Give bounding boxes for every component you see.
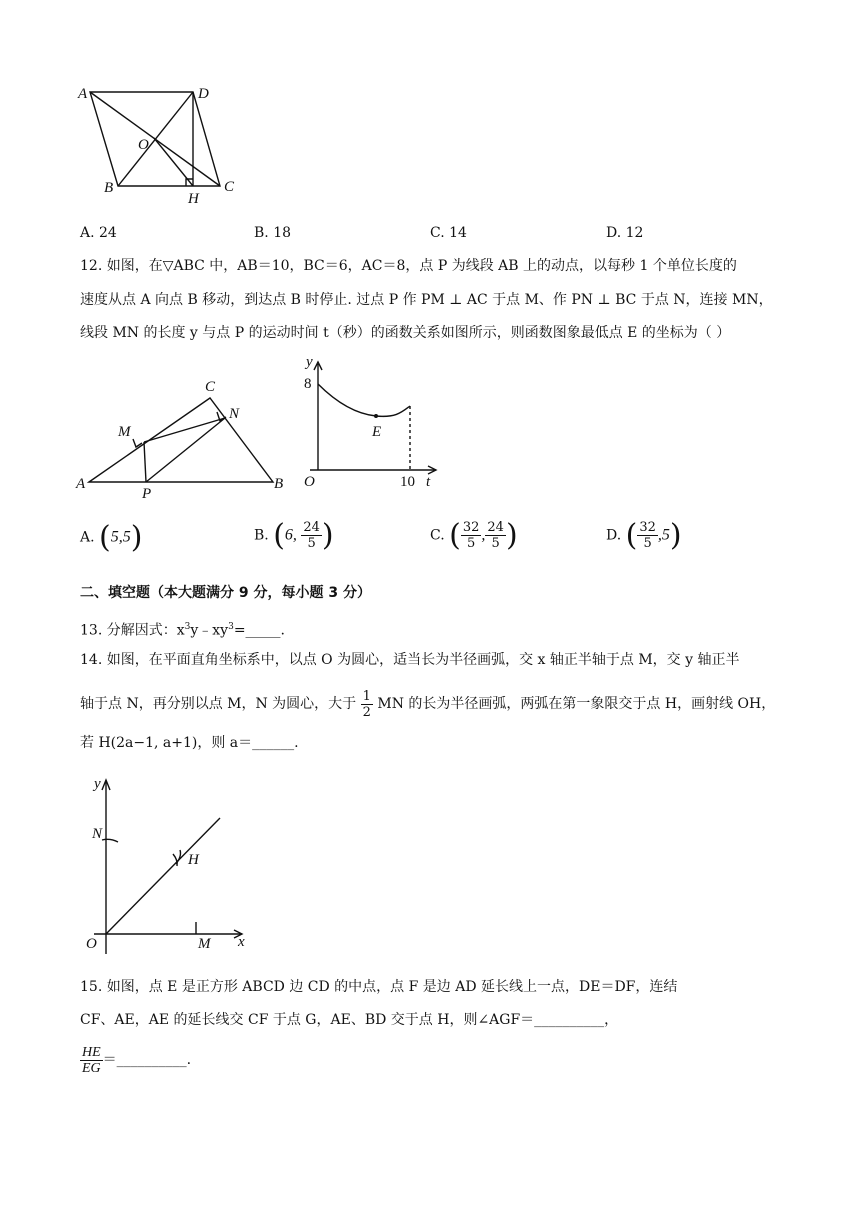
fraction-24-5: $\frac{24}{5}$ xyxy=(487,520,504,551)
q12-option-a: A. (5,5) xyxy=(80,520,143,555)
q12-option-b: B. (6, $\frac{24}{5}$ ) xyxy=(254,518,334,553)
label-10: 10 xyxy=(400,474,415,490)
q12-line-2: 速度从点 A 向点 B 移动，到达点 B 时停止. 过点 P 作 PM ⊥ AC 于点 M、作 PN ⊥ BC 于点 N，连接 MN， xyxy=(80,292,773,308)
segment-pn xyxy=(146,418,225,482)
label-b: B xyxy=(104,180,114,196)
q14-line-1: 14. 如图，在平面直角坐标系中，以点 O 为圆心，适当长为半径画弧，交 x 轴正半轴于点 M，交 y 轴正半 xyxy=(80,652,740,668)
figure-q11-parallelogram xyxy=(70,78,250,208)
label-c: C xyxy=(224,179,235,195)
label-m: M xyxy=(118,424,131,440)
label-c: C xyxy=(205,379,216,395)
label-o: O xyxy=(304,474,315,490)
label-8: 8 xyxy=(304,376,312,392)
function-curve xyxy=(318,384,410,416)
fraction-32-5: $\frac{32}{5}$ xyxy=(639,520,656,551)
q12-line-1: 12. 如图，在▽ABC 中，AB＝10，BC＝6，AC＝8，点 P 为线段 AB 上的动点，以每秒 1 个单位长度的 xyxy=(80,258,737,274)
q11-option-b: B. 18 xyxy=(254,225,292,241)
q15-line-3: $\frac{HE}{EG}$ ＝__________. xyxy=(82,1044,192,1076)
q11-option-a: A. 24 xyxy=(80,225,117,241)
segment-pm xyxy=(144,442,146,482)
label-a: A xyxy=(78,86,88,102)
label-t: t xyxy=(426,474,431,490)
q11-option-c: C. 14 xyxy=(430,225,467,241)
segment-mn xyxy=(144,418,225,442)
section-heading-fill-in: 二、填空题（本大题满分 9 分，每小题 3 分） xyxy=(80,585,371,601)
label-p: P xyxy=(142,486,152,500)
arc-h-2 xyxy=(176,850,181,864)
fraction-he-eg: $\frac{HE}{EG}$ xyxy=(82,1044,101,1076)
figure-q14-coordinate xyxy=(80,774,260,960)
arc-n xyxy=(102,839,118,842)
q15-line-1: 15. 如图，点 E 是正方形 ABCD 边 CD 的中点，点 F 是边 AD 延长线上一点，DE＝DF，连结 xyxy=(80,979,678,995)
fraction-32-5: $\frac{32}{5}$ xyxy=(462,520,480,551)
label-x: x xyxy=(238,934,245,950)
label-n: N xyxy=(92,826,103,842)
label-b: B xyxy=(274,476,284,492)
q12-option-d: D. ( $\frac{32}{5}$ ,5) xyxy=(606,518,682,553)
fraction-one-half: $\frac{1}{2}$ xyxy=(362,688,371,720)
q14-line-2: 轴于点 N，再分别以点 M，N 为圆心，大于 $\frac{1}{2}$ MN 的长为半径画弧，两弧在第一象限交于点 H，画射线 OH， xyxy=(80,688,776,720)
label-o: O xyxy=(86,936,97,952)
figure-q12-triangle xyxy=(74,376,294,500)
ray-oh xyxy=(106,818,220,934)
figure-q12-graph xyxy=(296,354,446,490)
label-y: y xyxy=(306,354,313,370)
option-a-value: 5,5 xyxy=(110,528,131,546)
label-d: D xyxy=(198,86,209,102)
label-e: E xyxy=(372,424,382,440)
triangle-abc xyxy=(89,398,273,482)
label-y: y xyxy=(94,776,101,792)
q15-line-2: CF、AE，AE 的延长线交 CF 于点 G，AE、BD 交于点 H，则∠AGF＝__________， xyxy=(80,1012,619,1028)
q13-text: 13. 分解因式：$x^3y﹣xy^3=\_\_\_\_\_$. xyxy=(80,622,285,639)
label-h: H xyxy=(188,191,199,207)
fraction-24-5: $\frac{24}{5}$ xyxy=(303,520,320,551)
label-h: H xyxy=(188,852,199,868)
q12-option-c: C. ( $\frac{32}{5}$ , $\frac{24}{5}$ ) xyxy=(430,518,518,553)
q11-option-d: D. 12 xyxy=(606,225,644,241)
label-n: N xyxy=(229,406,240,422)
label-a: A xyxy=(76,476,86,492)
label-m: M xyxy=(198,936,211,952)
label-o: O xyxy=(138,137,149,153)
q12-line-3: 线段 MN 的长度 y 与点 P 的运动时间 t（秒）的函数关系如图所示，则函数图象最低点 E 的坐标为（ ） xyxy=(80,325,731,341)
q14-line-3: 若 H(2a−1, a+1)，则 a＝______. xyxy=(80,735,299,751)
point-e xyxy=(374,414,378,418)
